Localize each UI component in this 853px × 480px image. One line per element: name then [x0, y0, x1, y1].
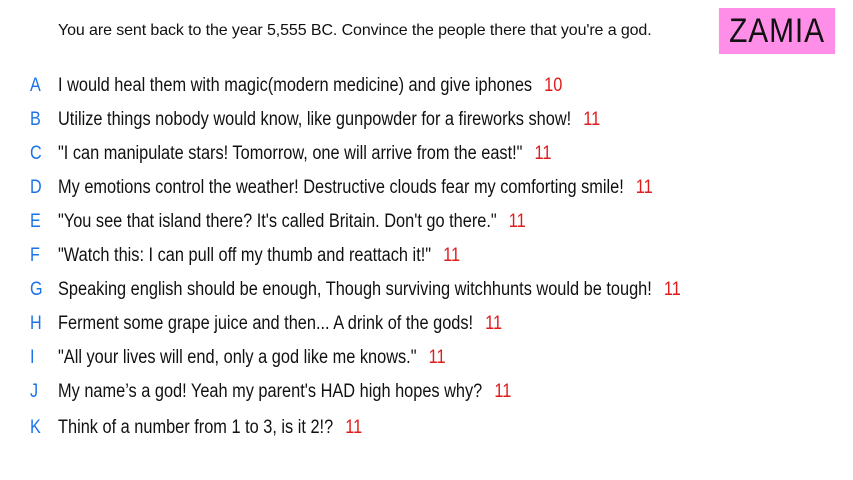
- answer-letter: E: [30, 211, 41, 232]
- answer-score: 11: [583, 109, 601, 130]
- answer-score: 11: [428, 347, 446, 368]
- answer-score: 11: [534, 143, 552, 164]
- name-badge: ZAMIA: [719, 8, 835, 54]
- answer-letter: C: [30, 143, 42, 164]
- prompt-text: You are sent back to the year 5,555 BC. Convince the people there that you're a god.: [58, 22, 652, 39]
- answer-letter: H: [30, 313, 42, 334]
- answer-body: I would heal them with magic(modern medicine) and give iphones: [58, 75, 533, 96]
- answer-score: 11: [485, 313, 503, 334]
- answer-letter: G: [30, 279, 43, 300]
- answer-text: [58, 279, 681, 301]
- answer-score: 11: [508, 211, 526, 232]
- answer-body: Ferment some grape juice and then... A drink of the gods!: [58, 313, 474, 334]
- answer-text: [58, 381, 511, 403]
- answer-letter: F: [30, 245, 40, 266]
- answer-letter: I: [30, 347, 35, 368]
- answer-letter: K: [30, 417, 41, 438]
- answer-body: Utilize things nobody would know, like gunpowder for a fireworks show!: [58, 109, 572, 130]
- answer-text: [58, 109, 600, 131]
- answer-score: 11: [663, 279, 681, 300]
- answer-body: "You see that island there? It's called Britain. Don't go there.": [58, 211, 497, 232]
- answer-body: My name’s a god! Yeah my parent's HAD high hopes why?: [58, 381, 483, 402]
- answer-score: 11: [443, 245, 461, 266]
- answer-text: [58, 347, 446, 369]
- answer-score: 11: [635, 177, 653, 198]
- answer-letter: D: [30, 177, 42, 198]
- answer-score: 11: [345, 417, 363, 438]
- answer-text: [58, 177, 653, 199]
- answer-body: "I can manipulate stars! Tomorrow, one will arrive from the east!": [58, 143, 523, 164]
- answer-body: Think of a number from 1 to 3, is it 2!?: [58, 417, 334, 438]
- answer-text: [58, 143, 551, 165]
- answer-letter: A: [30, 75, 41, 96]
- answer-body: My emotions control the weather! Destructive clouds fear my comforting smile!: [58, 177, 624, 198]
- answer-body: "All your lives will end, only a god like me knows.": [58, 347, 417, 368]
- answer-text: [58, 313, 502, 335]
- answer-letter: B: [30, 109, 41, 130]
- answer-body: Speaking english should be enough, Though surviving witchhunts would be tough!: [58, 279, 652, 300]
- answer-body: "Watch this: I can pull off my thumb and reattach it!": [58, 245, 432, 266]
- answer-score: 10: [544, 75, 563, 96]
- answer-text: [58, 75, 562, 97]
- answer-text: [58, 245, 460, 267]
- answer-letter: J: [30, 381, 39, 402]
- answer-text: [58, 417, 362, 439]
- answer-text: [58, 211, 526, 233]
- answer-score: 11: [494, 381, 512, 402]
